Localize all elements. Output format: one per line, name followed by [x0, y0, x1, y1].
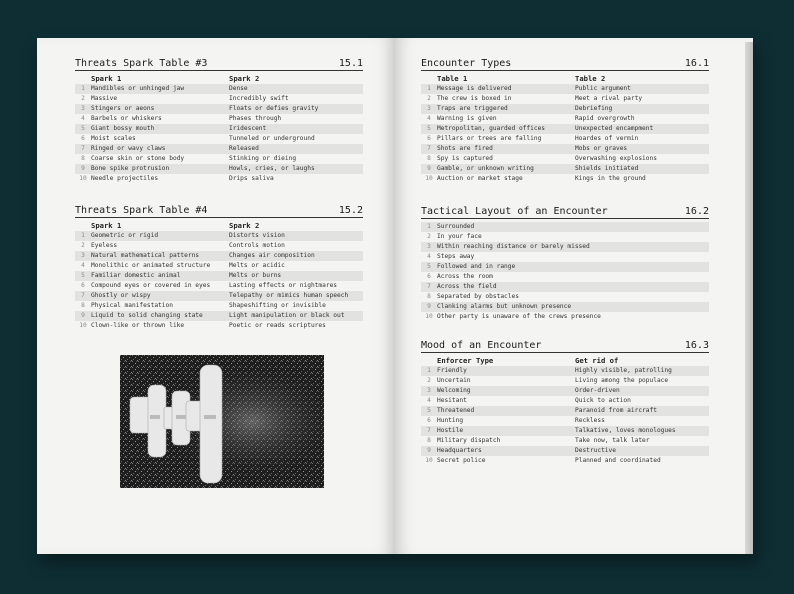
- table-row: [421, 376, 709, 386]
- row-cell: Ghostly or wispy: [91, 292, 151, 299]
- row-cell: Lasting effects or nightmares: [229, 282, 338, 289]
- table-row: [75, 311, 363, 321]
- row-number: 3: [427, 105, 431, 112]
- section-header: [75, 205, 363, 218]
- row-number: 1: [427, 367, 431, 374]
- row-cell: Needle projectiles: [91, 175, 159, 182]
- row-cell: Light manipulation or black out: [229, 312, 345, 319]
- row-cell: Stingers or aeons: [91, 105, 155, 112]
- column-headers: [75, 221, 363, 231]
- row-number: 1: [81, 85, 85, 92]
- table-row: [75, 124, 363, 134]
- row-number: 1: [81, 232, 85, 239]
- row-cell: Tunneled or underground: [229, 135, 315, 142]
- row-cell: Shots are fired: [437, 145, 493, 152]
- row-cell: Mobs or graves: [575, 145, 628, 152]
- row-number: 1: [427, 223, 431, 230]
- row-number: 3: [427, 243, 431, 250]
- row-number: 8: [427, 155, 431, 162]
- row-cell: In your face: [437, 233, 482, 240]
- table-row: [421, 262, 709, 272]
- section-header: [421, 206, 709, 219]
- row-cell: Traps are triggered: [437, 105, 508, 112]
- row-cell: Dense: [229, 85, 248, 92]
- row-number: 2: [427, 95, 431, 102]
- section-header: [75, 58, 363, 71]
- row-cell: Liquid to solid changing state: [91, 312, 203, 319]
- row-number: 6: [427, 135, 431, 142]
- row-number: 10: [79, 322, 87, 329]
- row-cell: Separated by obstacles: [437, 293, 519, 300]
- row-number: 6: [427, 273, 431, 280]
- encounter-types: [421, 58, 709, 184]
- row-number: 4: [81, 262, 85, 269]
- row-cell: Planned and coordinated: [575, 457, 661, 464]
- row-cell: Geometric or rigid: [91, 232, 159, 239]
- row-cell: Eyeless: [91, 242, 118, 249]
- row-cell: Mandibles or unhinged jaw: [91, 85, 185, 92]
- row-number: 7: [81, 292, 85, 299]
- table-row: [421, 272, 709, 282]
- row-cell: Hunting: [437, 417, 464, 424]
- table-row: [75, 174, 363, 184]
- row-cell: Monolithic or animated structure: [91, 262, 211, 269]
- row-number: 4: [427, 115, 431, 122]
- table-row: [421, 292, 709, 302]
- row-number: 10: [425, 313, 433, 320]
- row-cell: Changes air composition: [229, 252, 315, 259]
- column-header: Get rid of: [575, 356, 619, 365]
- row-cell: Massive: [91, 95, 118, 102]
- table-row: [75, 301, 363, 311]
- row-number: 5: [427, 263, 431, 270]
- row-number: 2: [427, 233, 431, 240]
- table-row: [421, 406, 709, 416]
- row-cell: Secret police: [437, 457, 486, 464]
- row-cell: Shields initiated: [575, 165, 639, 172]
- row-number: 9: [81, 165, 85, 172]
- row-number: 5: [427, 125, 431, 132]
- row-number: 3: [427, 387, 431, 394]
- table-row: [421, 134, 709, 144]
- page-edge: [745, 42, 753, 554]
- row-number: 3: [81, 105, 85, 112]
- row-cell: Released: [229, 145, 259, 152]
- row-number: 2: [81, 242, 85, 249]
- row-cell: Giant bossy mouth: [91, 125, 155, 132]
- row-number: 8: [427, 437, 431, 444]
- table-row: [75, 84, 363, 94]
- row-cell: Barbels or whiskers: [91, 115, 162, 122]
- row-cell: Ringed or wavy claws: [91, 145, 166, 152]
- row-cell: Welcoming: [437, 387, 471, 394]
- table-row: [421, 94, 709, 104]
- section-title: Mood of an Encounter: [421, 340, 542, 351]
- row-cell: Military dispatch: [437, 437, 501, 444]
- row-cell: Drips saliva: [229, 175, 274, 182]
- row-cell: Howls, cries, or laughs: [229, 165, 315, 172]
- row-cell: Hoardes of vermin: [575, 135, 639, 142]
- row-number: 9: [427, 447, 431, 454]
- table-row: [75, 261, 363, 271]
- section-header: [421, 340, 709, 353]
- table-row: [421, 282, 709, 292]
- table-row: [75, 114, 363, 124]
- row-cell: Floats or defies gravity: [229, 105, 319, 112]
- section-title: Threats Spark Table #4: [75, 205, 208, 216]
- row-number: 8: [81, 155, 85, 162]
- column-headers: [421, 356, 709, 366]
- table-row: [75, 251, 363, 261]
- row-number: 10: [425, 175, 433, 182]
- row-number: 8: [81, 302, 85, 309]
- row-cell: Meet a rival party: [575, 95, 643, 102]
- row-number: 10: [79, 175, 87, 182]
- row-cell: Shapeshifting or invisible: [229, 302, 326, 309]
- row-cell: Coarse skin or stone body: [91, 155, 185, 162]
- row-cell: Highly visible, patrolling: [575, 367, 672, 374]
- row-cell: Followed and in range: [437, 263, 516, 270]
- row-number: 5: [427, 407, 431, 414]
- row-cell: Bone spike protrusion: [91, 165, 170, 172]
- table-row: [421, 174, 709, 184]
- section-number: 15.1: [338, 58, 363, 69]
- row-number: 5: [81, 125, 85, 132]
- row-cell: Hostile: [437, 427, 464, 434]
- row-cell: Rapid overgrowth: [575, 115, 635, 122]
- table-row: [421, 104, 709, 114]
- row-number: 3: [81, 252, 85, 259]
- table-row: [421, 436, 709, 446]
- column-header: Table 2: [575, 74, 606, 83]
- spark-table-3: [75, 58, 363, 184]
- row-cell: Incredibly swift: [229, 95, 289, 102]
- row-number: 2: [81, 95, 85, 102]
- row-cell: Gamble, or unknown writing: [437, 165, 534, 172]
- row-cell: Living among the populace: [575, 377, 669, 384]
- row-number: 9: [427, 165, 431, 172]
- encounter-mood: [421, 340, 709, 466]
- row-cell: Paranoid from aircraft: [575, 407, 657, 414]
- left-page: [37, 38, 395, 554]
- table-row: [421, 144, 709, 154]
- section-number: 16.3: [684, 340, 709, 351]
- row-cell: Spy is captured: [437, 155, 493, 162]
- row-number: 9: [81, 312, 85, 319]
- table-row: [421, 456, 709, 466]
- table-row: [421, 222, 709, 232]
- section-title: Threats Spark Table #3: [75, 58, 208, 69]
- right-page: [395, 38, 753, 554]
- row-cell: Melts or acidic: [229, 262, 285, 269]
- row-cell: Natural mathematical patterns: [91, 252, 200, 259]
- section-header: [421, 58, 709, 71]
- row-number: 10: [425, 457, 433, 464]
- row-number: 4: [427, 253, 431, 260]
- spark-table-4: [75, 205, 363, 331]
- row-cell: Auction or market stage: [437, 175, 523, 182]
- row-cell: Quick to action: [575, 397, 631, 404]
- column-header: Spark 1: [91, 74, 122, 83]
- row-cell: Steps away: [437, 253, 475, 260]
- row-cell: Melts or burns: [229, 272, 282, 279]
- column-header: Enforcer Type: [437, 356, 494, 365]
- section-title: Encounter Types: [421, 58, 512, 69]
- row-number: 8: [427, 293, 431, 300]
- row-number: 4: [427, 397, 431, 404]
- table-row: [421, 302, 709, 312]
- row-cell: Across the field: [437, 283, 497, 290]
- row-cell: Kings in the ground: [575, 175, 646, 182]
- row-number: 7: [427, 427, 431, 434]
- table-row: [421, 446, 709, 456]
- row-number: 7: [81, 145, 85, 152]
- row-number: 6: [81, 282, 85, 289]
- row-cell: Surrounded: [437, 223, 475, 230]
- row-cell: Overwashing explosions: [575, 155, 657, 162]
- row-cell: Other party is unaware of the crews presence: [437, 313, 601, 320]
- table-row: [75, 241, 363, 251]
- table-row: [421, 154, 709, 164]
- column-headers: [421, 74, 709, 84]
- table-row: [421, 396, 709, 406]
- row-cell: Familiar domestic animal: [91, 272, 181, 279]
- creature-illustration: [120, 355, 324, 488]
- row-cell: Telepathy or mimics human speech: [229, 292, 349, 299]
- table-row: [75, 231, 363, 241]
- row-number: 6: [427, 417, 431, 424]
- section-number: 16.2: [684, 206, 709, 217]
- row-cell: Clanking alarms but unknown presence: [437, 303, 572, 310]
- row-cell: Physical manifestation: [91, 302, 173, 309]
- table-row: [421, 426, 709, 436]
- open-book: [37, 38, 753, 554]
- table-row: [421, 416, 709, 426]
- column-header: Spark 2: [229, 74, 260, 83]
- table-row: [421, 252, 709, 262]
- row-cell: Stinking or dieing: [229, 155, 297, 162]
- row-cell: Unexpected encampment: [575, 125, 654, 132]
- table-row: [421, 386, 709, 396]
- row-cell: Metropolitan, guarded offices: [437, 125, 546, 132]
- table-row: [75, 154, 363, 164]
- section-number: 15.2: [338, 205, 363, 216]
- table-row: [75, 144, 363, 154]
- row-cell: Order-driven: [575, 387, 620, 394]
- table-row: [75, 291, 363, 301]
- row-cell: Pillars or trees are falling: [437, 135, 542, 142]
- row-cell: Iridescent: [229, 125, 267, 132]
- row-number: 1: [427, 85, 431, 92]
- row-cell: Reckless: [575, 417, 605, 424]
- row-cell: Distorts vision: [229, 232, 285, 239]
- row-number: 7: [427, 145, 431, 152]
- table-row: [421, 366, 709, 376]
- table-row: [75, 281, 363, 291]
- row-cell: Compound eyes or covered in eyes: [91, 282, 211, 289]
- column-header: Spark 2: [229, 221, 260, 230]
- row-number: 7: [427, 283, 431, 290]
- row-cell: Poetic or reads scriptures: [229, 322, 326, 329]
- table-row: [75, 321, 363, 331]
- row-cell: Clown-like or thrown like: [91, 322, 185, 329]
- row-cell: Controls motion: [229, 242, 285, 249]
- column-header: Spark 1: [91, 221, 122, 230]
- table-row: [421, 232, 709, 242]
- row-cell: Threatened: [437, 407, 475, 414]
- column-header: Table 1: [437, 74, 468, 83]
- row-cell: Destructive: [575, 447, 616, 454]
- row-cell: Phases through: [229, 115, 282, 122]
- row-cell: Message is delivered: [437, 85, 512, 92]
- table-row: [421, 242, 709, 252]
- table-row: [75, 271, 363, 281]
- row-cell: The crew is boxed in: [437, 95, 512, 102]
- row-cell: Within reaching distance or barely missed: [437, 243, 590, 250]
- table-row: [421, 124, 709, 134]
- table-row: [75, 104, 363, 114]
- row-cell: Friendly: [437, 367, 467, 374]
- table-row: [421, 114, 709, 124]
- table-row: [421, 164, 709, 174]
- row-cell: Hesitant: [437, 397, 467, 404]
- row-cell: Moist scales: [91, 135, 136, 142]
- row-cell: Across the room: [437, 273, 493, 280]
- row-cell: Uncertain: [437, 377, 471, 384]
- column-headers: [75, 74, 363, 84]
- row-cell: Public argument: [575, 85, 631, 92]
- row-number: 4: [81, 115, 85, 122]
- section-number: 16.1: [684, 58, 709, 69]
- row-cell: Warning is given: [437, 115, 497, 122]
- table-row: [421, 312, 709, 322]
- table-row: [75, 134, 363, 144]
- row-number: 2: [427, 377, 431, 384]
- row-cell: Take now, talk later: [575, 437, 650, 444]
- table-row: [421, 84, 709, 94]
- row-cell: Headquarters: [437, 447, 482, 454]
- row-number: 5: [81, 272, 85, 279]
- table-row: [75, 164, 363, 174]
- row-cell: Talkative, loves monologues: [575, 427, 676, 434]
- row-number: 9: [427, 303, 431, 310]
- section-title: Tactical Layout of an Encounter: [421, 206, 608, 217]
- row-cell: Debriefing: [575, 105, 613, 112]
- table-row: [75, 94, 363, 104]
- tactical-layout: [421, 206, 709, 322]
- row-number: 6: [81, 135, 85, 142]
